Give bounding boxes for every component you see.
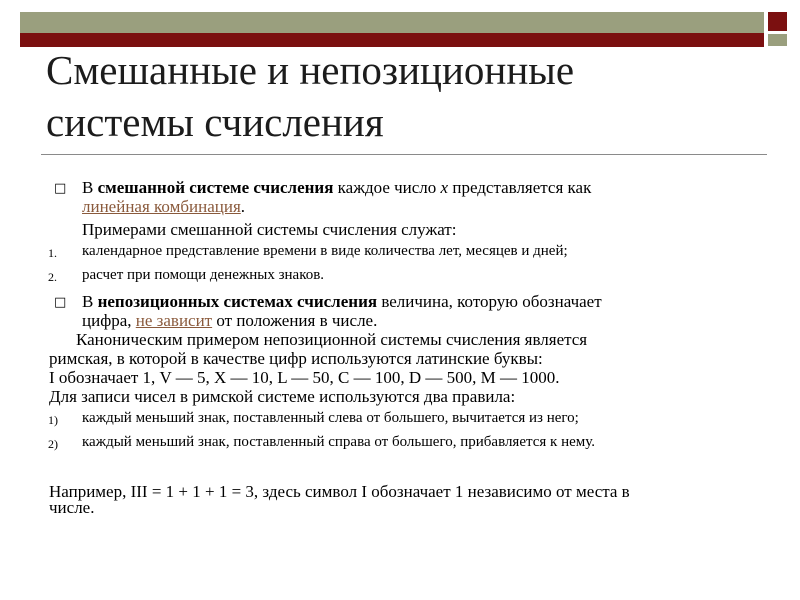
linear-combination-link[interactable]: линейная комбинация	[82, 197, 241, 216]
b1-pre: В	[82, 178, 98, 197]
b2-bold-term: непозиционных системах счисления	[97, 292, 378, 311]
bullet-2-line-2	[82, 311, 377, 331]
bullet-2-line-1	[82, 292, 602, 312]
does-not-depend-link[interactable]: не зависит	[135, 311, 213, 330]
list1-marker-1: 1.	[48, 246, 57, 260]
title-line-2: системы счисления	[46, 99, 384, 145]
b1-end: .	[240, 197, 246, 216]
example-line-1: Например, III = 1 + 1 + 1 = 3, здесь символ I обозначает 1 независимо от места в	[49, 482, 630, 501]
paragraph-line-1: Каноническим примером непозиционной системы счисления является	[76, 330, 588, 349]
list2-item-2: каждый меньший знак, поставленный справа от большего, прибавляется к нему.	[82, 434, 596, 450]
title-line-1: Смешанные и непозиционные	[46, 47, 575, 93]
bullet-1-line-2	[82, 197, 245, 217]
list1-item-1: календарное представление времени в виде количества лет, месяцев и дней;	[82, 243, 568, 259]
example-line-2: числе.	[49, 498, 95, 517]
b2-line2-pre: цифра,	[82, 311, 136, 330]
b2-pre: В	[82, 292, 98, 311]
b1-variable: x	[440, 178, 449, 197]
b1-post: представляется как	[448, 178, 592, 197]
paragraph-line-2: римская, в которой в качестве цифр используются латинские буквы:	[49, 349, 543, 368]
examples-intro: Примерами смешанной системы счисления служат:	[82, 220, 457, 239]
b1-mid: каждое число	[333, 178, 441, 197]
list2-marker-2: 2)	[48, 437, 58, 451]
b1-bold-term: смешанной системе счисления	[97, 178, 334, 197]
paragraph-line-3: I обозначает 1, V — 5, X — 10, L — 50, C — 100, D — 500, M — 1000.	[49, 368, 560, 387]
bullet-1-line-1	[82, 178, 591, 198]
b2-post: величина, которую обозначает	[377, 292, 602, 311]
bullet-square-icon: □	[54, 295, 67, 310]
paragraph-line-4: Для записи чисел в римской системе используются два правила:	[49, 387, 516, 406]
bullet-square-icon: □	[54, 181, 67, 196]
list2-marker-1: 1)	[48, 413, 58, 427]
list2-item-1: каждый меньший знак, поставленный слева от большего, вычитается из него;	[82, 410, 579, 426]
list1-item-2: расчет при помощи денежных знаков.	[82, 267, 325, 283]
list1-marker-2: 2.	[48, 270, 57, 284]
b2-line2-post: от положения в числе.	[212, 311, 378, 330]
